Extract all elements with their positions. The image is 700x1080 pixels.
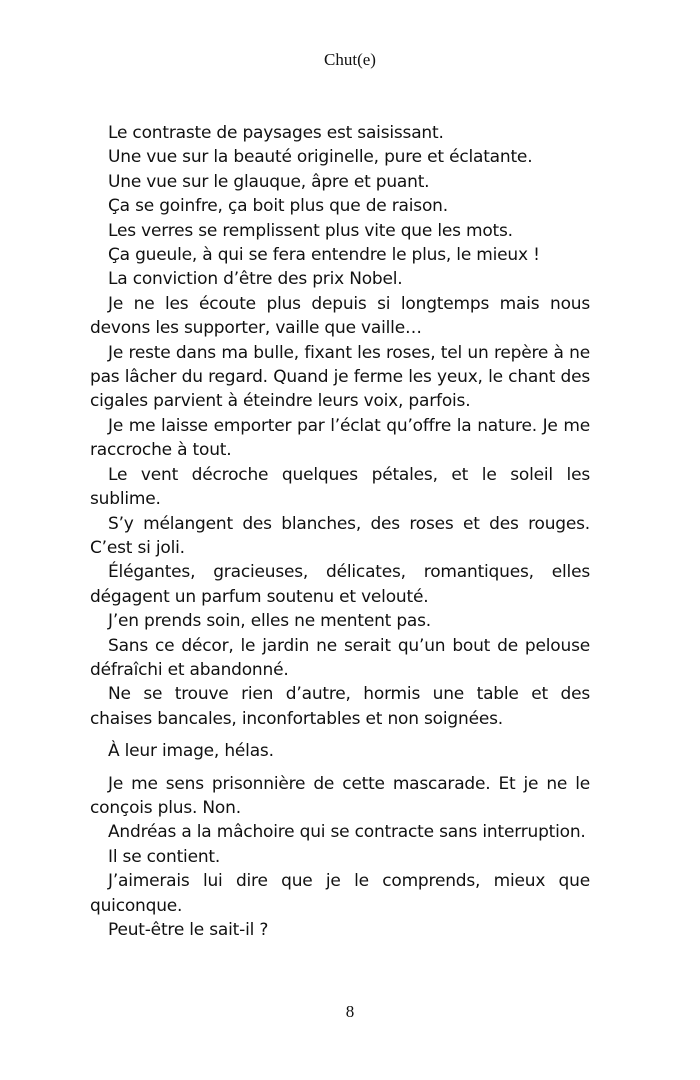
paragraph: Andréas a la mâchoire qui se contracte sans interruption. (108, 822, 586, 843)
paragraph: Je reste dans ma bulle, fixant les roses, tel un repère à ne pas lâcher du regard. Quand je ferme les yeux, le chant des cigales parvient à éteindre leurs voix, parfois. (90, 342, 590, 412)
paragraph: Élégantes, gracieuses, délicates, romantiques, elles dégagent un parfum soutenu et velouté. (90, 562, 590, 607)
paragraph: Une vue sur le glauque, âpre et puant. (108, 171, 430, 192)
paragraph: Le contraste de paysages est saisissant. (108, 123, 444, 143)
paragraph: Peut-être le sait-il ? (108, 920, 269, 940)
paragraph: Les verres se remplissent plus vite que les mots. (108, 220, 513, 241)
paragraph: Ne se trouve rien d’autre, hormis une table et des chaises bancales, inconfortables et non soignées. (90, 684, 590, 729)
paragraph: J’en prends soin, elles ne mentent pas. (108, 611, 432, 632)
paragraph: Je ne les écoute plus depuis si longtemps mais nous devons les supporter, vaille que vaille… (90, 293, 590, 339)
body-text (90, 121, 590, 942)
page-number: 8 (345, 1002, 355, 1021)
paragraph: Je me laisse emporter par l’éclat qu’offre la nature. Je me raccroche à tout. (90, 415, 590, 461)
paragraph: Ça se goinfre, ça boit plus que de raison. (108, 196, 448, 217)
paragraph: Sans ce décor, le jardin ne serait qu’un bout de pelouse défraîchi et abandonné. (90, 635, 590, 680)
paragraph: La conviction d’être des prix Nobel. (108, 269, 403, 290)
running-header: Chut(e) (324, 50, 376, 69)
paragraph: Je me sens prisonnière de cette mascarade. Et je ne le conçois plus. Non. (90, 773, 590, 818)
paragraph: Il se contient. (108, 846, 221, 867)
paragraph: S’y mélangent des blanches, des roses et des rouges. C’est si joli. (90, 513, 590, 558)
paragraph: À leur image, hélas. (108, 741, 274, 762)
paragraph: Ça gueule, à qui se fera entendre le plus, le mieux ! (108, 245, 540, 266)
paragraph: Le vent décroche quelques pétales, et le soleil les sublime. (90, 464, 590, 510)
paragraph: Une vue sur la beauté originelle, pure et éclatante. (108, 147, 533, 168)
paragraph: J’aimerais lui dire que je le comprends, mieux que quiconque. (90, 871, 590, 916)
